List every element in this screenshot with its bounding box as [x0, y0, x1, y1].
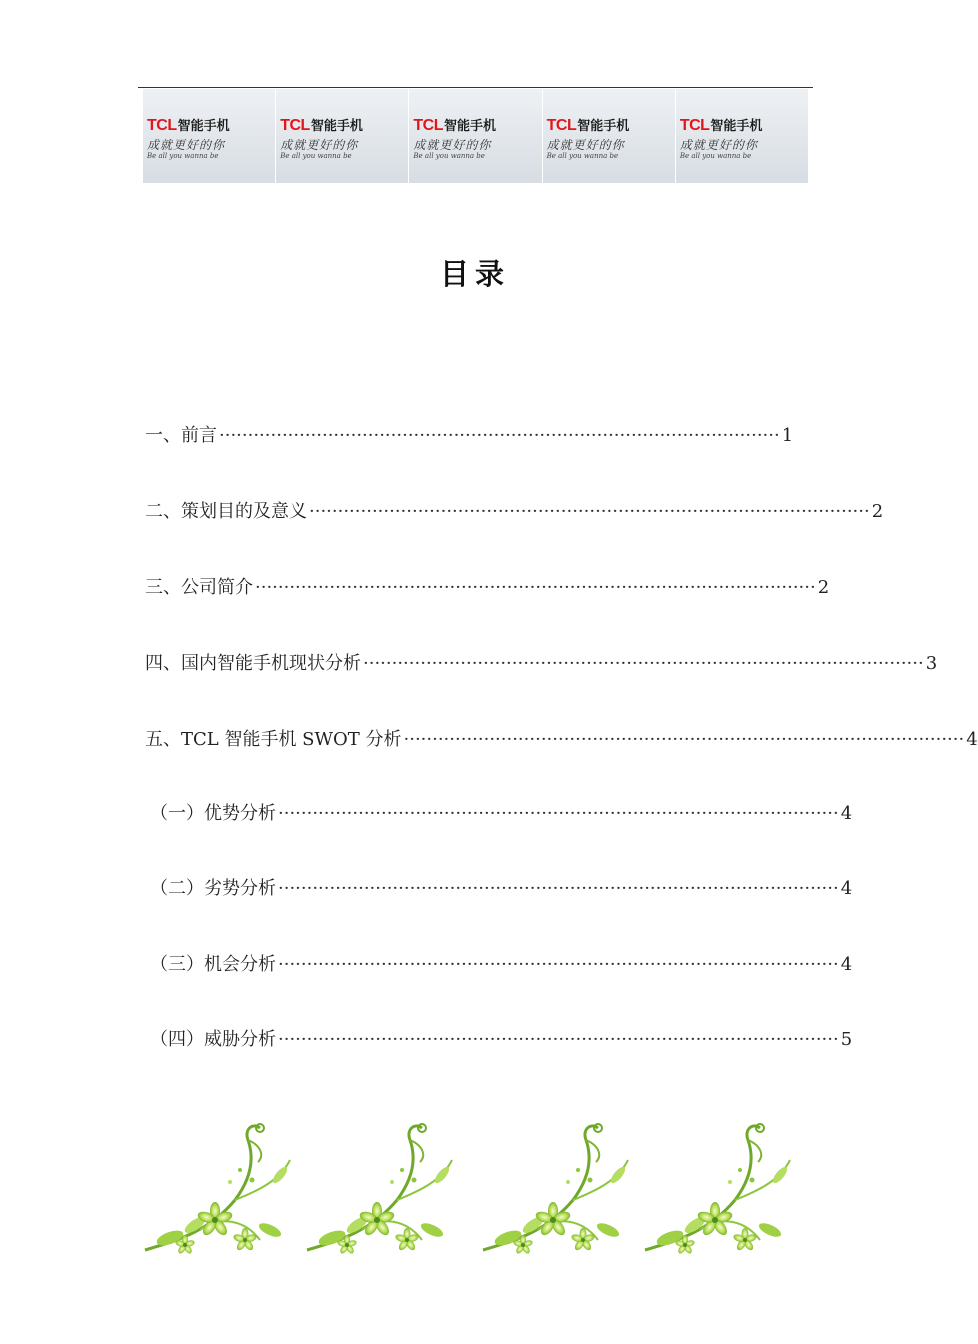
toc-entry-label: 五、TCL 智能手机 SWOT 分析	[145, 729, 402, 750]
slogan-english: Be all you wanna be	[147, 152, 219, 160]
toc-entry[interactable]	[145, 499, 884, 525]
slogan-english: Be all you wanna be	[280, 152, 352, 160]
toc-entry[interactable]	[145, 651, 938, 677]
banner-tile	[409, 89, 542, 183]
toc-entry[interactable]	[145, 423, 794, 449]
toc-leader-dots: ··································································································	[278, 803, 839, 824]
tcl-logo	[413, 115, 496, 135]
toc-page-number: 1	[781, 425, 794, 446]
logo-product: 智能手机	[310, 119, 363, 134]
toc-leader-dots: ··································································································	[255, 577, 816, 598]
logo-product: 智能手机	[710, 119, 763, 134]
banner-tile	[676, 89, 808, 183]
toc-leader-dots: ··································································································	[278, 1029, 839, 1050]
toc-entry-label: （四）威胁分析	[150, 1029, 276, 1050]
header-rule	[138, 87, 813, 88]
logo-brand: TCL	[147, 117, 177, 134]
slogan-chinese: 成就更好的你	[413, 138, 492, 152]
toc-leader-dots: ··································································································	[278, 954, 839, 975]
logo-brand: TCL	[679, 117, 710, 134]
slogan-english: Be all you wanna be	[546, 152, 619, 160]
logo-brand: TCL	[280, 117, 310, 134]
toc-page-number: 2	[871, 501, 884, 522]
toc-entry[interactable]	[145, 575, 830, 601]
toc-leader-dots: ··································································································	[403, 729, 965, 750]
tcl-logo	[280, 115, 363, 135]
banner-tile	[543, 89, 676, 183]
floral-sprig	[307, 1124, 452, 1255]
toc-page-number: 3	[925, 653, 938, 674]
toc-sub-entry[interactable]	[150, 952, 853, 978]
floral-sprig	[483, 1124, 628, 1255]
banner-tile	[276, 89, 409, 183]
logo-product: 智能手机	[577, 119, 630, 134]
toc-leader-dots: ··································································································	[309, 501, 870, 522]
slogan-chinese: 成就更好的你	[147, 138, 226, 152]
logo-product: 智能手机	[444, 119, 497, 134]
toc-leader-dots: ··································································································	[219, 425, 780, 446]
floral-sprig	[145, 1124, 290, 1255]
toc-sub-entry[interactable]	[150, 801, 853, 827]
toc-page-number: 4	[840, 954, 853, 975]
toc-entry-label: 三、公司简介	[145, 577, 253, 598]
logo-brand: TCL	[413, 117, 444, 134]
brand-banner	[143, 89, 808, 183]
floral-sprig	[645, 1124, 790, 1255]
toc-page-number: 4	[966, 729, 978, 750]
tcl-logo	[547, 115, 630, 135]
tcl-logo	[147, 115, 230, 135]
slogan-english: Be all you wanna be	[679, 152, 752, 160]
toc-entry[interactable]	[145, 727, 978, 753]
toc-page-number: 4	[840, 803, 853, 824]
toc-entry-label: 一、前言	[145, 425, 217, 446]
toc-page-number: 2	[817, 577, 830, 598]
banner-tile	[143, 89, 276, 183]
toc-entry-label: （一）优势分析	[150, 803, 276, 824]
slogan-english: Be all you wanna be	[413, 152, 485, 160]
toc-entry-label: 二、策划目的及意义	[145, 501, 307, 522]
slogan-chinese: 成就更好的你	[280, 138, 359, 152]
toc-leader-dots: ··································································································	[278, 878, 839, 899]
toc-entry-label: （三）机会分析	[150, 954, 276, 975]
logo-product: 智能手机	[177, 119, 230, 134]
toc-page-number: 5	[840, 1029, 853, 1050]
toc-entry-label: 四、国内智能手机现状分析	[145, 653, 361, 674]
slogan-chinese: 成就更好的你	[679, 138, 758, 152]
slogan-chinese: 成就更好的你	[546, 138, 625, 152]
page-title: 目录	[439, 257, 510, 291]
logo-brand: TCL	[546, 117, 577, 134]
toc-leader-dots: ··································································································	[363, 653, 924, 674]
toc-page-number: 4	[840, 878, 853, 899]
floral-decoration	[140, 1120, 805, 1260]
toc-sub-entry[interactable]	[150, 1027, 853, 1053]
toc-sub-entry[interactable]	[150, 876, 853, 902]
tcl-logo	[680, 115, 763, 135]
toc-entry-label: （二）劣势分析	[150, 878, 276, 899]
